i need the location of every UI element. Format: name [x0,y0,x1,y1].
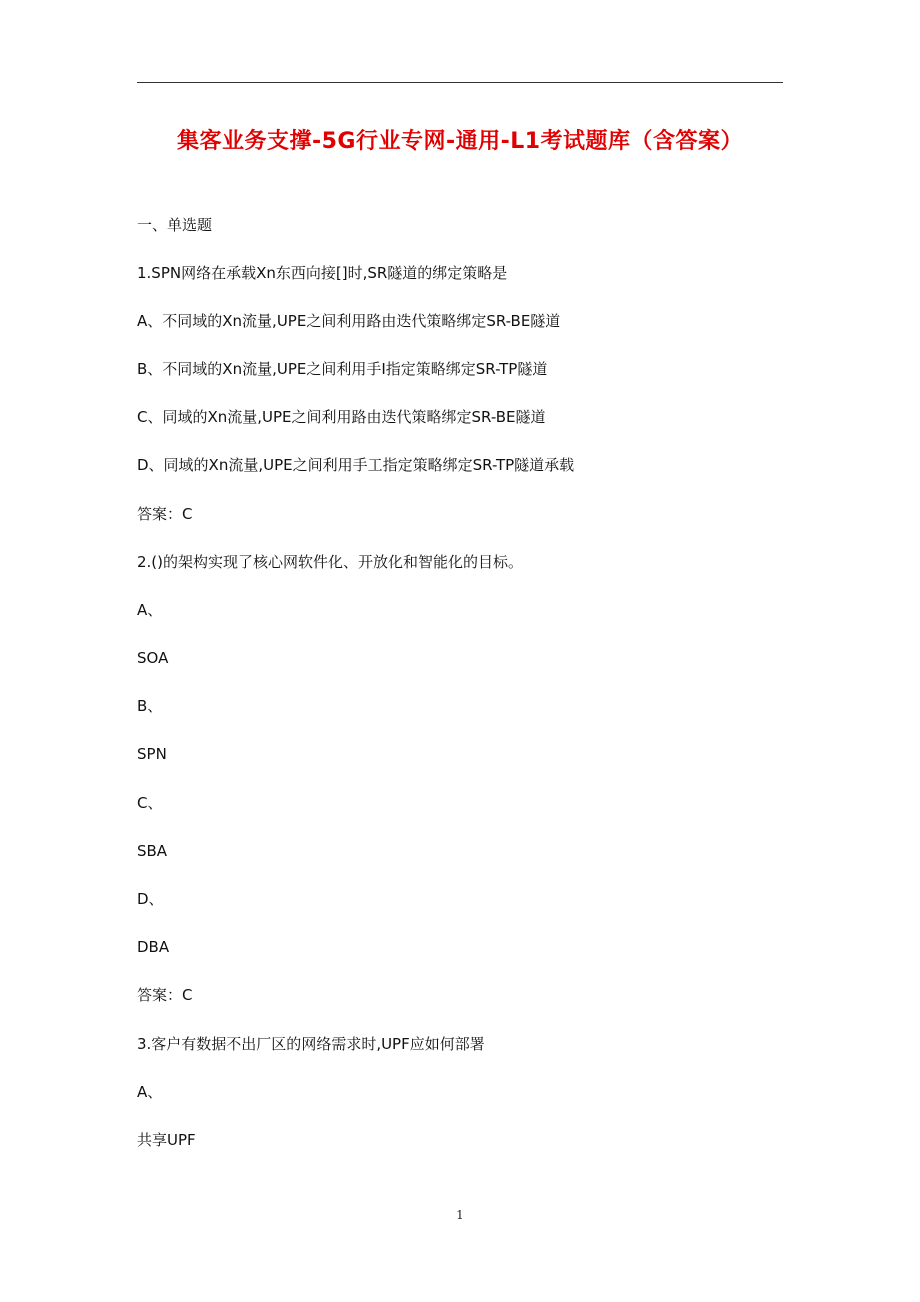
page-number: 1 [456,1208,464,1222]
answer-key: 答案：C [137,986,193,1004]
answer-option-text: DBA [137,938,170,956]
answer-option-label: A、 [137,1083,163,1101]
question-text: 3.客户有数据不出厂区的网络需求时,UPF应如何部署 [137,1035,485,1053]
answer-option-label: B、 [137,697,163,715]
answer-option-text: 共享UPF [137,1131,196,1149]
question-text: 2.()的架构实现了核心网软件化、开放化和智能化的目标。 [137,553,524,571]
answer-option: C、同域的Xn流量,UPE之间利用路由迭代策略绑定SR-BE隧道 [137,408,546,426]
answer-option-text: SPN [137,745,167,763]
section-heading: 一、单选题 [137,216,213,234]
answer-option: A、不同域的Xn流量,UPE之间利用路由迭代策略绑定SR-BE隧道 [137,312,561,330]
answer-key: 答案：C [137,505,193,523]
question-text: 1.SPN网络在承载Xn东西向接[]时,SR隧道的绑定策略是 [137,264,508,282]
answer-option-text: SBA [137,842,168,860]
document-title: 集客业务支撑-5G行业专网-通用-L1考试题库（含答案） [176,129,744,154]
answer-option-label: C、 [137,794,163,812]
answer-option: D、同域的Xn流量,UPE之间利用手工指定策略绑定SR-TP隧道承载 [137,456,575,474]
answer-option-label: D、 [137,890,164,908]
header-rule [137,82,783,83]
answer-option-text: SOA [137,649,169,667]
answer-option-label: A、 [137,601,163,619]
answer-option: B、不同域的Xn流量,UPE之间利用手I指定策略绑定SR-TP隧道 [137,360,548,378]
